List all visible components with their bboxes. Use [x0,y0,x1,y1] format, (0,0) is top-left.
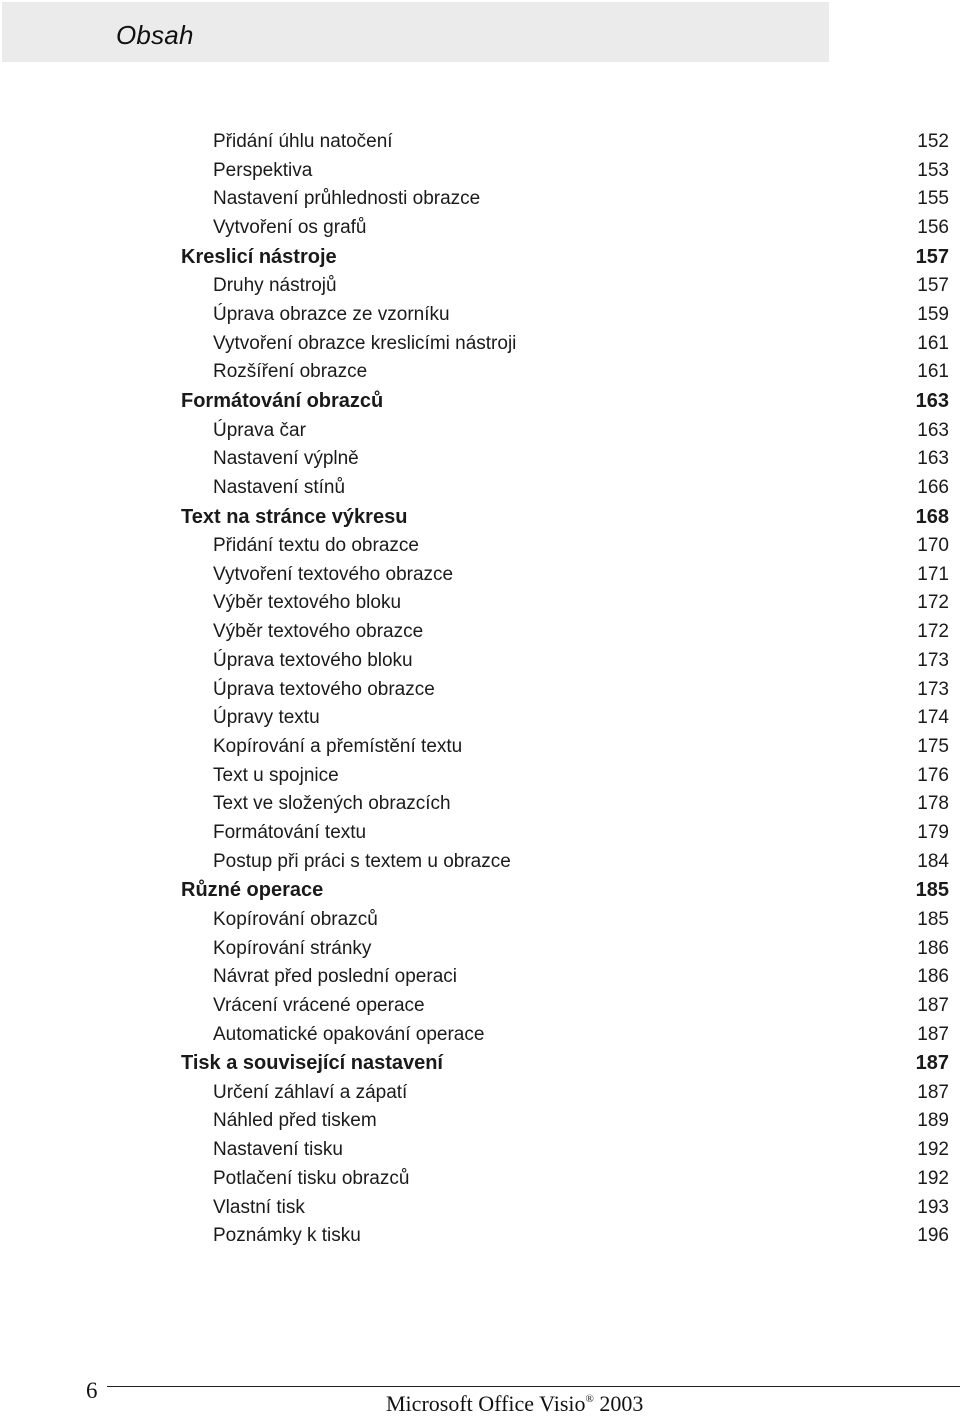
toc-entry-title: Vytvoření obrazce kreslicími nástroji [213,332,517,354]
toc-entry [181,1194,949,1223]
toc-entry-title: Kopírování obrazců [213,908,378,930]
toc-entry [181,417,949,446]
toc-entry-page-number: 171 [917,563,949,585]
toc-entry [181,1107,949,1136]
toc-entry-title: Perspektiva [213,159,313,181]
toc-entry-page-number: 184 [917,850,949,872]
toc-entry-page-number: 172 [917,592,949,614]
registered-trademark-mark: ® [585,1393,594,1405]
toc-entry [181,128,949,157]
toc-entry-title: Vlastní tisk [213,1196,305,1218]
toc-entry-title: Automatické opakování operace [213,1023,485,1045]
toc-entry-title: Formátování textu [213,821,367,843]
toc-entry-page-number: 189 [917,1110,949,1132]
toc-entry-page-number: 174 [917,707,949,729]
toc-entry [181,1079,949,1108]
toc-entry-title: Tisk a související nastavení [181,1052,443,1075]
toc-entry-title: Text na stránce výkresu [181,505,408,528]
toc-entry-title: Úprava textového bloku [213,649,413,671]
toc-entry-title: Kopírování a přemístění textu [213,735,463,757]
toc-entry-page-number: 163 [917,448,949,470]
toc-entry-page-number: 155 [917,188,949,210]
toc-section-entry [181,243,949,273]
toc-entry [181,330,949,359]
toc-entry [181,762,949,791]
toc-entry-page-number: 170 [917,535,949,557]
toc-entry [181,1222,949,1251]
toc-entry-title: Přidání textu do obrazce [213,535,419,557]
toc-entry-title: Nastavení tisku [213,1139,343,1161]
toc-entry-page-number: 175 [917,735,949,757]
toc-entry-title: Vrácení vrácené operace [213,994,425,1016]
toc-entry-title: Potlačení tisku obrazců [213,1167,410,1189]
toc-entry-page-number: 192 [917,1167,949,1189]
toc-entry [181,532,949,561]
toc-entry-page-number: 186 [917,966,949,988]
toc-entry-page-number: 187 [917,1081,949,1103]
toc-entry-title: Druhy nástrojů [213,275,337,297]
toc-entry-page-number: 152 [917,131,949,152]
toc-entry-page-number: 178 [917,793,949,815]
toc-entry [181,647,949,676]
toc-entry-title: Rozšíření obrazce [213,361,368,383]
toc-entry [181,589,949,618]
toc-entry [181,301,949,330]
toc-entry [181,992,949,1021]
toc-entry-page-number: 193 [917,1196,949,1218]
toc-entry-title: Nastavení výplně [213,448,359,470]
toc-entry-title: Různé operace [181,879,324,902]
toc-entry-title: Náhled před tiskem [213,1110,377,1132]
toc-entry-page-number: 163 [915,390,949,412]
toc-entry [181,733,949,762]
toc-entry [181,214,949,243]
toc-entry-title: Výběr textového obrazce [213,621,424,643]
toc-entry-title: Úprava čar [213,419,306,441]
toc-entry [181,1021,949,1050]
toc-entry [181,963,949,992]
toc-entry-page-number: 161 [917,361,949,383]
toc-entry [181,1165,949,1194]
toc-entry-page-number: 187 [917,1023,949,1045]
toc-entry-page-number: 163 [917,419,949,441]
toc-entry-page-number: 157 [917,275,949,297]
footer-divider [107,1386,960,1387]
toc-entry [181,790,949,819]
toc-entry [181,676,949,705]
toc-entry [181,358,949,387]
toc-entry-title: Kopírování stránky [213,937,372,959]
toc-entry-title: Určení záhlaví a zápatí [213,1081,408,1103]
toc-entry-page-number: 179 [917,821,949,843]
toc-section-entry [181,876,949,906]
table-of-contents [181,128,949,1251]
toc-entry-page-number: 172 [917,621,949,643]
toc-entry-title: Postup při práci s textem u obrazce [213,850,511,872]
toc-entry-title: Vytvoření os grafů [213,217,367,239]
toc-entry [181,185,949,214]
toc-entry-page-number: 185 [915,879,949,902]
toc-entry [181,618,949,647]
page-title: Obsah [116,20,194,50]
toc-entry-title: Výběr textového bloku [213,592,402,614]
toc-entry-title: Text ve složených obrazcích [213,793,451,815]
toc-entry-page-number: 187 [915,1052,949,1075]
book-title-name: Microsoft Office Visio [386,1391,586,1416]
toc-entry [181,704,949,733]
toc-entry-page-number: 187 [917,994,949,1016]
toc-entry-page-number: 153 [917,159,949,181]
toc-entry-title: Kreslicí nástroje [181,245,337,268]
toc-entry-page-number: 156 [917,217,949,239]
toc-entry-page-number: 159 [917,303,949,325]
toc-section-entry [181,1049,949,1079]
toc-entry-page-number: 173 [917,678,949,700]
toc-entry-page-number: 185 [917,908,949,930]
toc-entry-page-number: 192 [917,1139,949,1161]
toc-entry-page-number: 186 [917,937,949,959]
toc-entry [181,1136,949,1165]
toc-entry [181,819,949,848]
toc-section-entry [181,387,949,417]
toc-entry [181,848,949,877]
toc-section-entry [181,503,949,533]
toc-entry-title: Nastavení stínů [213,476,346,498]
page-number: 6 [86,1378,98,1403]
toc-entry-title: Úprava obrazce ze vzorníku [213,303,450,325]
book-title [386,1391,643,1417]
toc-entry-page-number: 168 [915,505,949,528]
toc-entry [181,157,949,186]
toc-entry-page-number: 157 [915,245,949,268]
toc-entry [181,906,949,935]
toc-entry [181,561,949,590]
toc-entry-page-number: 176 [917,764,949,786]
toc-entry-title: Text u spojnice [213,764,339,786]
toc-entry-page-number: 196 [917,1225,949,1247]
toc-entry [181,935,949,964]
toc-entry-title: Návrat před poslední operaci [213,966,457,988]
toc-entry-page-number: 166 [917,476,949,498]
toc-entry-title: Úpravy textu [213,707,320,729]
toc-entry [181,445,949,474]
book-title-year: 2003 [599,1391,644,1416]
toc-entry-title: Přidání úhlu natočení [213,131,393,152]
toc-entry-title: Vytvoření textového obrazce [213,563,454,585]
toc-entry-page-number: 173 [917,649,949,671]
toc-entry-title: Formátování obrazců [181,390,384,412]
toc-entry [181,272,949,301]
toc-entry-page-number: 161 [917,332,949,354]
toc-entry-title: Nastavení průhlednosti obrazce [213,188,481,210]
toc-entry-title: Poznámky k tisku [213,1225,361,1247]
toc-entry [181,474,949,503]
toc-entry-title: Úprava textového obrazce [213,678,435,700]
